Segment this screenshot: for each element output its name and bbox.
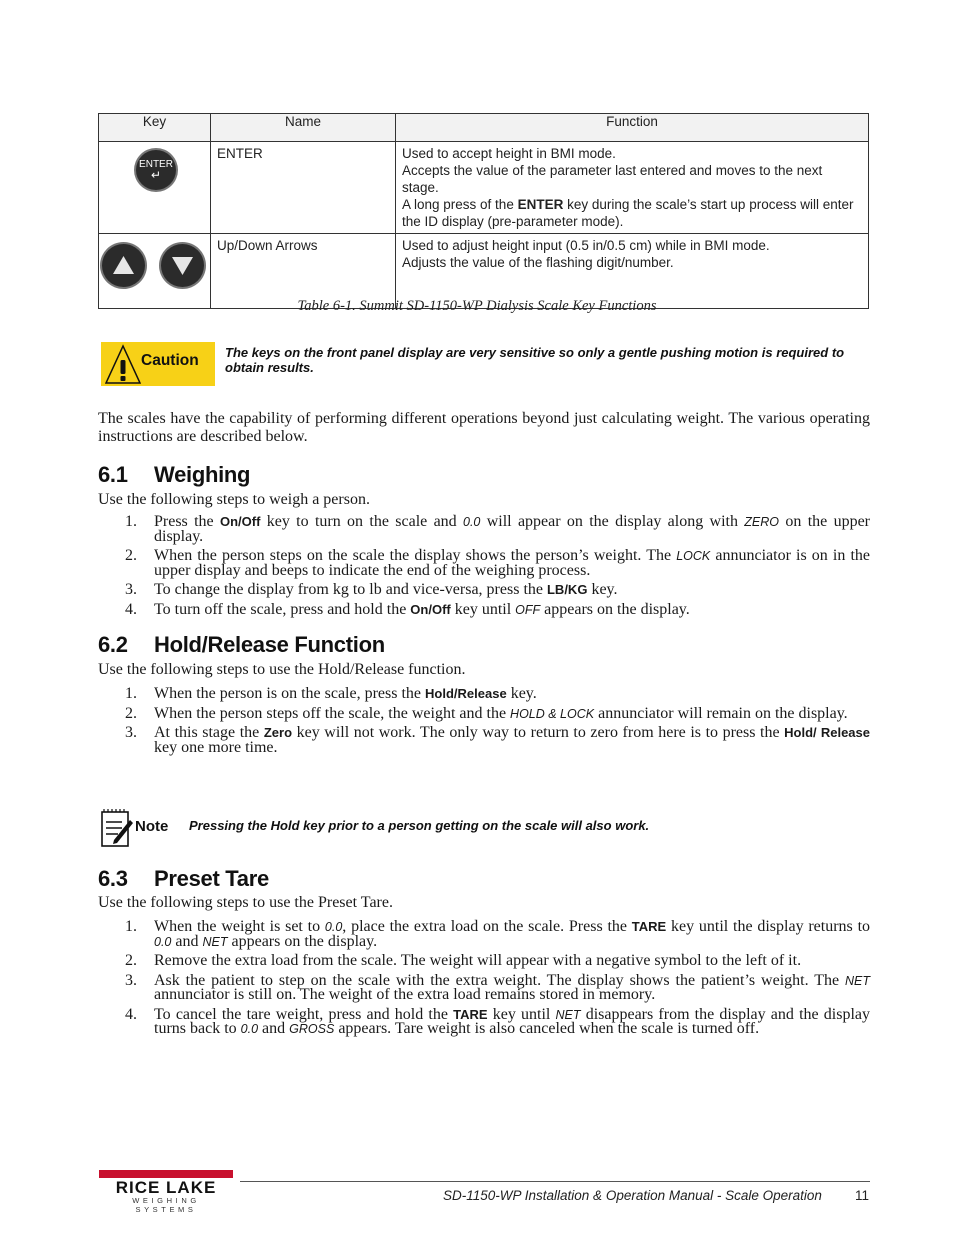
text: When the person steps on the scale the display shows the person’s weight. The: [154, 547, 677, 564]
step-number: 1.: [125, 513, 137, 530]
footer-rule: [240, 1181, 870, 1182]
text: , place the extra load on the scale. Press the: [342, 918, 632, 935]
list-item: [98, 954, 870, 969]
preset-tare-steps: [98, 920, 870, 1042]
function-cell: [396, 142, 869, 234]
text: When the person steps off the scale, the weight and the: [154, 704, 511, 722]
section-number: 6.2: [98, 632, 128, 657]
key-ref: TARE: [453, 1006, 488, 1022]
text: disappears from the display and the display turns back to: [154, 1005, 871, 1037]
text: annunciator is on in the upper display and beeps to indicate the end of the weighing process.: [154, 547, 871, 579]
text: appears on the display.: [227, 932, 378, 950]
section-lead: Use the following steps to weigh a person.: [98, 491, 370, 508]
rice-lake-logo: [99, 1170, 233, 1214]
text: key until: [450, 600, 516, 618]
section-title: Hold/Release Function: [154, 632, 385, 657]
text: and: [258, 1020, 290, 1037]
key-ref: On/Off: [219, 514, 261, 529]
key-ref: Zero: [263, 725, 293, 740]
key-functions-table: [98, 113, 869, 309]
text: To change the display from kg to lb and vice-versa, press the: [154, 581, 547, 598]
display-ref: NET: [202, 934, 228, 949]
caution-badge: [101, 342, 215, 386]
function-line: Used to adjust height input (0.5 in/0.5 cm) while in BMI mode.: [402, 238, 770, 253]
function-line: Used to accept height in BMI mode.: [402, 146, 616, 161]
text: To turn off the scale, press and hold the: [154, 600, 411, 618]
text: appears. Tare weight is also canceled when the scale is turned off.: [334, 1020, 760, 1037]
warning-triangle-icon: [105, 344, 141, 385]
text: At this stage the: [154, 724, 264, 741]
name-cell: Up/Down Arrows: [211, 234, 396, 309]
list-item: [98, 583, 870, 598]
step-number: 2.: [125, 704, 137, 722]
display-ref: NET: [845, 973, 870, 988]
list-item: [98, 704, 870, 722]
header-name: Name: [211, 114, 396, 142]
header-key: Key: [99, 114, 211, 142]
function-line: Adjusts the value of the flashing digit/number.: [402, 255, 674, 270]
list-item: [98, 726, 870, 755]
display-ref: GROSS: [289, 1022, 335, 1036]
section-heading-hold-release: [98, 632, 385, 658]
enter-key-label: ENTER: [139, 159, 173, 170]
list-item: [98, 515, 870, 544]
text: and: [171, 932, 203, 950]
text: key.: [587, 581, 618, 598]
section-lead: Use the following steps to use the Preset Tare.: [98, 894, 393, 911]
text: key during the scale’s start up process will enter the ID display (pre-parameter mode).: [402, 197, 854, 229]
display-ref: ZERO: [744, 515, 780, 529]
down-arrow-icon: [161, 244, 204, 287]
text: appears on the display.: [540, 600, 690, 618]
caution-label: Caution: [141, 352, 199, 369]
caution-text: The keys on the front panel display are very sensitive so only a gentle pushing motion is required to obtain results.: [225, 345, 845, 375]
step-number: 1.: [125, 685, 137, 702]
section-number: 6.1: [98, 462, 128, 487]
text: Press the: [154, 513, 220, 530]
text: key until the display returns to: [666, 918, 871, 935]
list-item: [98, 1005, 871, 1037]
text: on the upper display.: [154, 513, 870, 545]
display-ref: LOCK: [676, 549, 711, 563]
step-number: 2.: [125, 547, 137, 564]
key-ref: Hold/Release: [425, 686, 507, 701]
notepad-pencil-icon: [100, 808, 134, 850]
text: annunciator will remain on the display.: [594, 704, 848, 722]
intro-paragraph: The scales have the capability of performing different operations beyond just calculating weight. The various operating instructions are described below.: [98, 410, 870, 445]
key-ref: Hold/ Release: [784, 725, 871, 740]
enter-key-icon: [136, 150, 176, 190]
step-number: 4.: [125, 1005, 137, 1023]
key-ref: On/Off: [410, 601, 451, 617]
section-title: Preset Tare: [154, 866, 269, 891]
text: will appear on the display along with: [480, 513, 745, 530]
text: annunciator is still on. The weight of the extra load remains stored in memory.: [154, 986, 656, 1003]
text: key to turn on the scale and: [260, 513, 463, 530]
step-number: 1.: [125, 918, 137, 935]
table-row: [99, 142, 869, 234]
step-number: 3.: [125, 581, 137, 598]
name-cell: ENTER: [211, 142, 396, 234]
key-ref: LB/KG: [546, 582, 588, 597]
list-item: [98, 549, 870, 578]
list-item: [98, 971, 870, 1003]
section-heading-preset-tare: [98, 866, 269, 892]
page-number: 11: [855, 1188, 870, 1203]
text: key until: [487, 1005, 556, 1023]
text: key one more time.: [154, 738, 278, 756]
display-ref: 0.0: [240, 1022, 259, 1036]
step-number: 2.: [125, 952, 137, 969]
text: When the weight is set to: [154, 918, 325, 935]
step-number: 3.: [125, 971, 137, 989]
section-lead: Use the following steps to use the Hold/Release function.: [98, 661, 466, 678]
text: Ask the patient to step on the scale with the extra weight. The display shows the patient’s weight. The: [154, 971, 845, 989]
table-caption: Table 6-1. Summit SD-1150-WP Dialysis Scale Key Functions: [297, 298, 657, 314]
logo-wordmark: RICE LAKE: [115, 1178, 217, 1197]
text: key.: [506, 685, 537, 702]
note-text: Pressing the Hold key prior to a person getting on the scale will also work.: [189, 818, 650, 833]
section-number: 6.3: [98, 866, 128, 891]
text: A long press of the: [402, 197, 518, 212]
note-label: Note: [135, 818, 169, 835]
function-line: [402, 196, 862, 230]
display-ref: HOLD & LOCK: [510, 706, 595, 721]
function-line: Accepts the value of the parameter last entered and moves to the next stage.: [402, 163, 823, 195]
footer-title: SD-1150-WP Installation & Operation Manual - Scale Operation: [443, 1188, 822, 1203]
display-ref: NET: [555, 1007, 581, 1022]
key-cell-enter: [99, 142, 211, 234]
logo-red-bar: [99, 1170, 233, 1178]
text: Remove the extra load from the scale. The weight will appear with a negative symbol to the left of it.: [154, 952, 802, 969]
return-arrow-icon: ↵: [150, 168, 162, 182]
text: To cancel the tare weight, press and hold the: [154, 1005, 454, 1023]
key-ref: ENTER: [517, 197, 564, 212]
display-ref: 0.0: [154, 934, 172, 949]
step-number: 4.: [125, 600, 137, 618]
list-item: [98, 600, 870, 618]
step-number: 3.: [125, 724, 137, 741]
section-title: Weighing: [154, 462, 251, 487]
display-ref: 0.0: [463, 515, 481, 529]
display-ref: 0.0: [324, 920, 343, 934]
table-header-row: [99, 114, 869, 142]
key-ref: TARE: [631, 919, 667, 934]
weighing-steps: [98, 515, 870, 622]
header-function: Function: [396, 114, 869, 142]
up-arrow-icon: [102, 244, 145, 287]
list-item: [98, 920, 870, 949]
section-heading-weighing: [98, 462, 250, 488]
list-item: [98, 687, 870, 702]
logo-subtitle: WEIGHING SYSTEMS: [132, 1196, 200, 1214]
display-ref: OFF: [515, 602, 541, 617]
text: key will not work. The only way to return to zero from here is to press the: [292, 724, 785, 741]
hold-release-steps: [98, 687, 870, 760]
text: When the person is on the scale, press the: [154, 685, 426, 702]
